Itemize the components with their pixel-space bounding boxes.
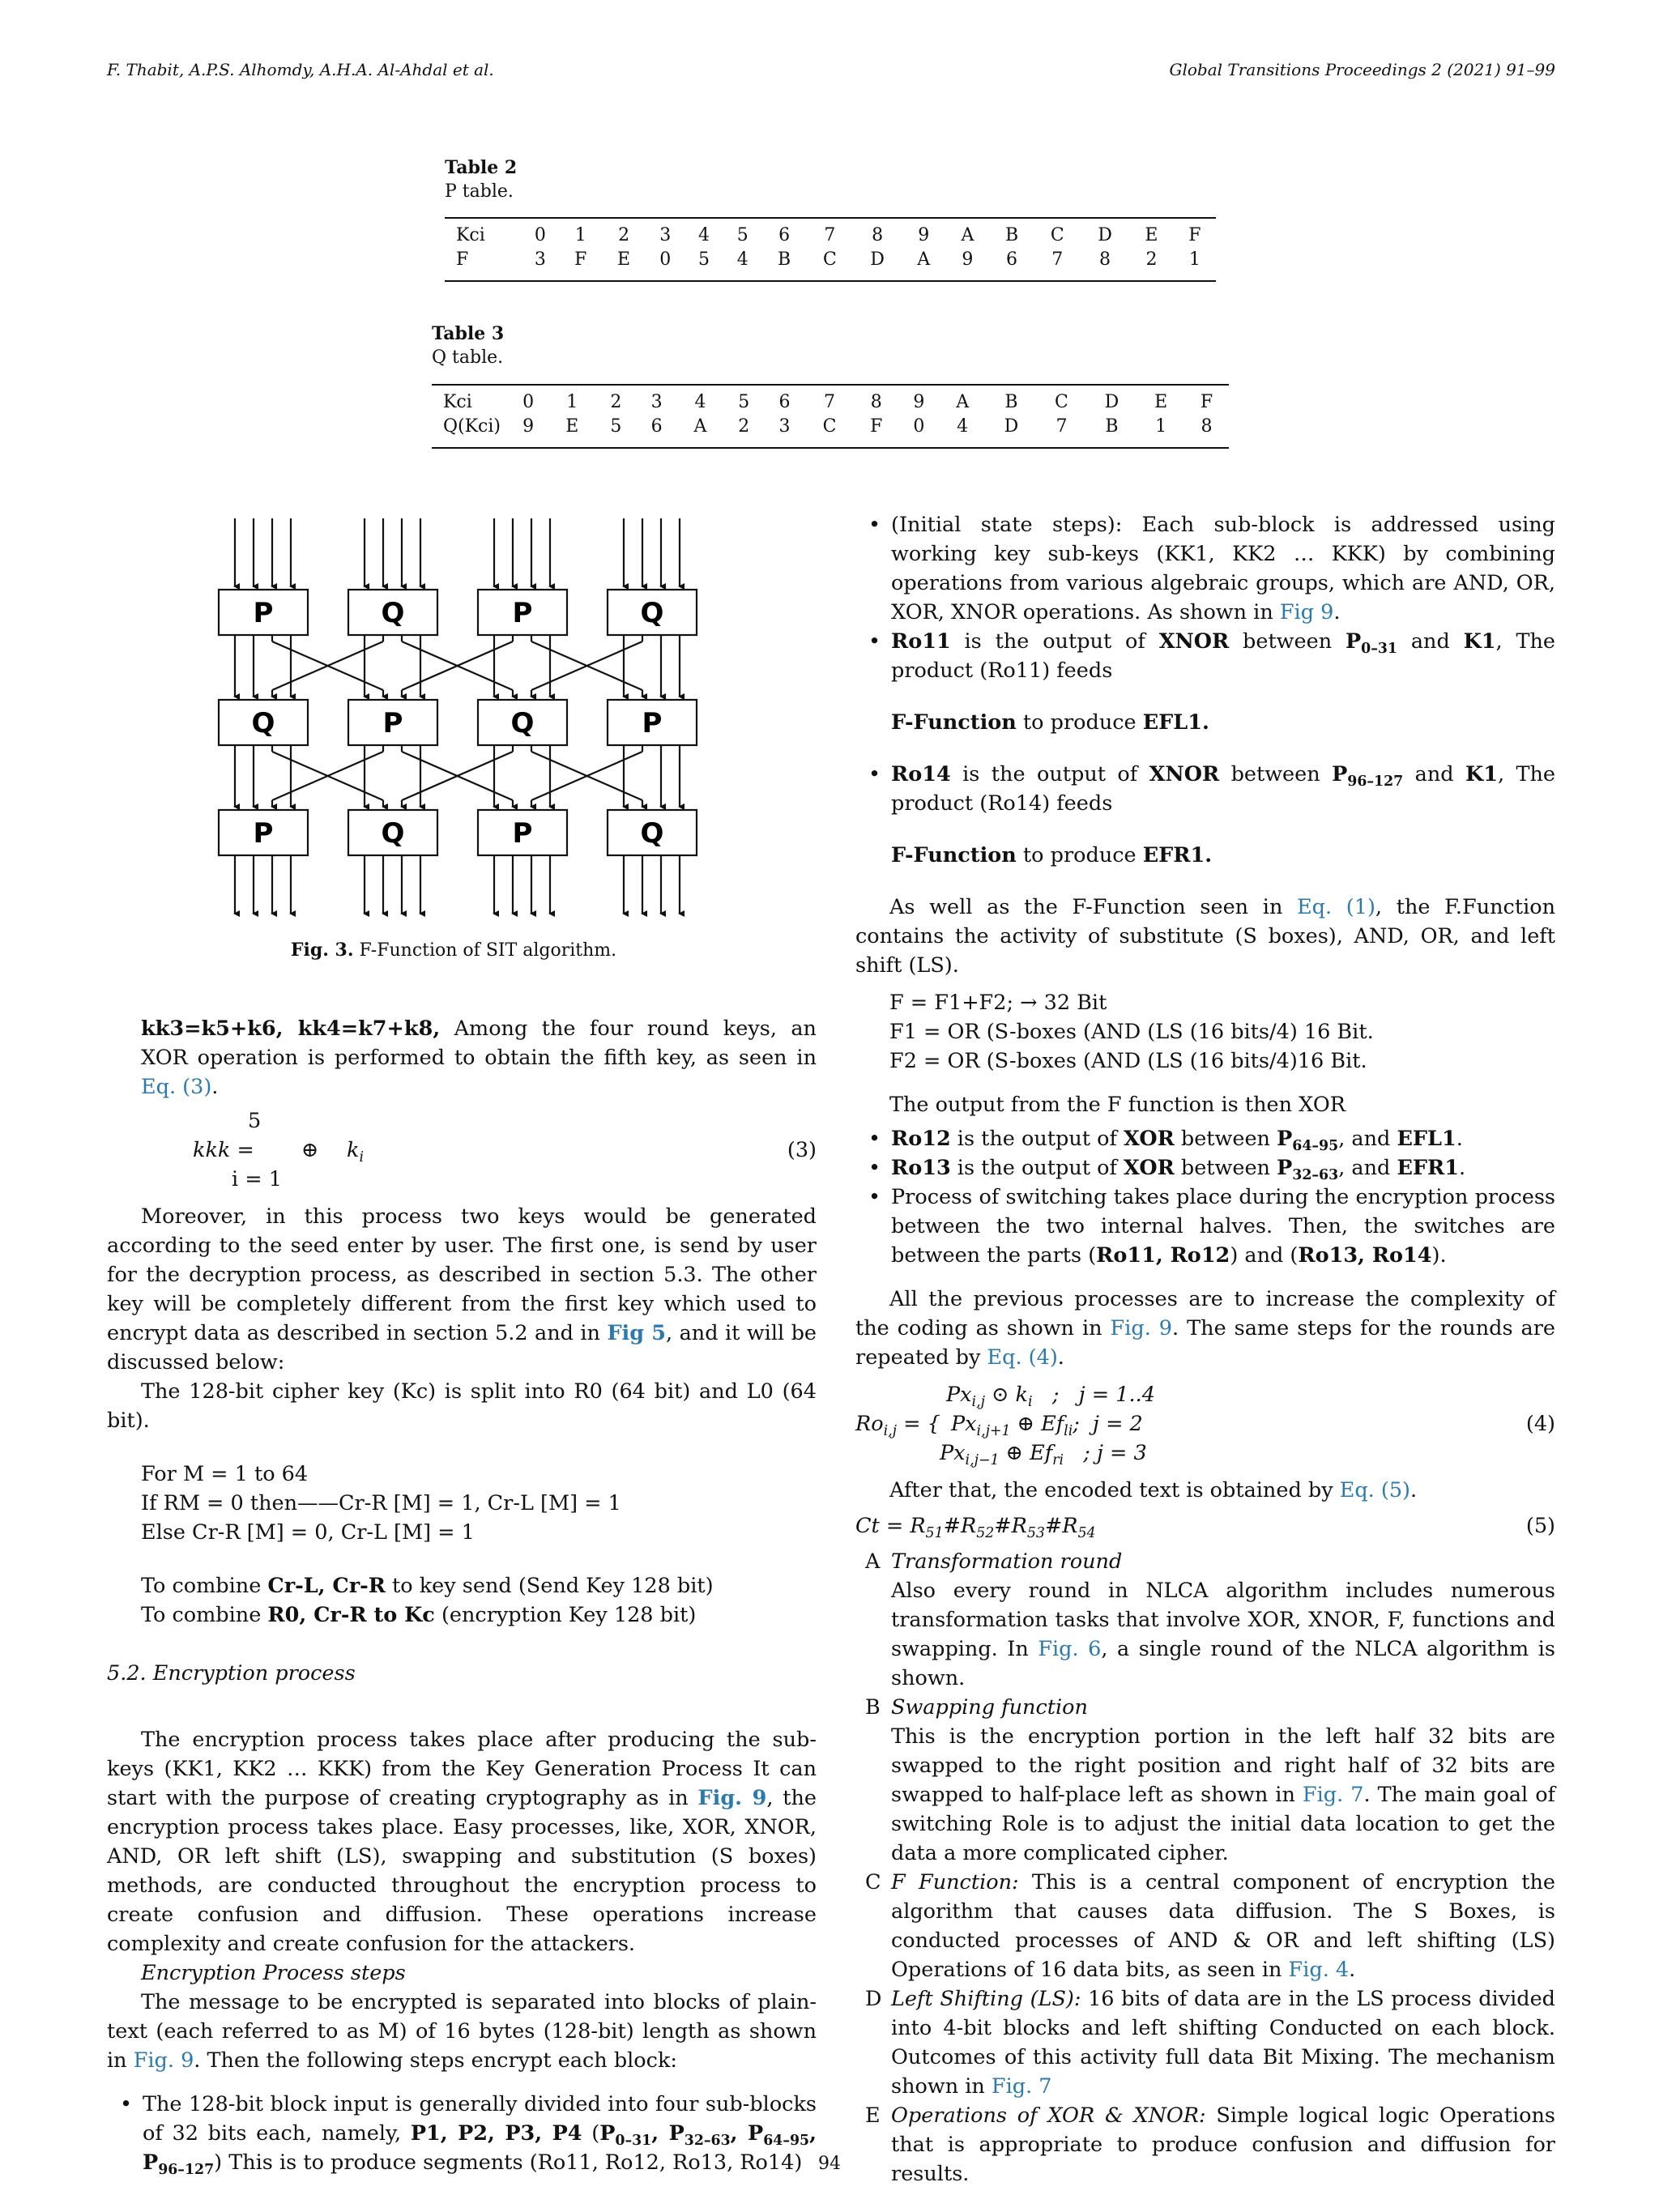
table2-caption — [445, 156, 517, 204]
table2-cell: 2 — [1145, 249, 1158, 270]
item-b-letter: B — [865, 1695, 881, 1720]
keys-paragraph-text: Moreover, in this process two keys would be generated according to the seed enter by user. The first one, is send by user for the decryption process, as described in section 5.3. The other key will be completely different from the first key which used to encrypt data as described in section 5.2 and in — [107, 1204, 817, 1345]
table3-row-kci — [432, 390, 1229, 415]
after-that-paragraph — [855, 1476, 1555, 1505]
ro14-h: , The product (Ro14) feeds — [891, 762, 1556, 816]
fig9-link-4[interactable]: Fig. 9 — [1110, 1316, 1173, 1340]
ffun2-a: F-Function — [891, 843, 1017, 867]
bullet-switching — [855, 1183, 1555, 1270]
f-definitions — [855, 988, 1555, 1076]
as-well-a: As well as the F-Function seen in — [889, 895, 1298, 919]
bullet-ro12: • Ro12 is the output of XOR between $P_{64-95}$, and EFL1. — [855, 1124, 1555, 1153]
ro11-a: Ro11 — [891, 629, 951, 654]
ro12-f: , and — [1338, 1127, 1397, 1151]
table3-cell: 4 — [957, 416, 969, 437]
ro11-d: between — [1229, 629, 1346, 654]
eq4-case-2: $Px_{i,j+1}$ ⊕ $Ef_{li}$; j = 2 — [951, 1412, 1143, 1440]
table3-cell: A — [956, 392, 970, 412]
equation-4 — [855, 1379, 1555, 1469]
bullet1-p3: , P — [730, 2121, 764, 2146]
item-a-text-a: Also every round in NLCA algorithm includes numerous transformation tasks that involve XOR, XNOR, F, functions and swapping. In — [891, 1579, 1555, 1661]
table2-cell: 6 — [1006, 249, 1018, 270]
table3-cell: 8 — [870, 392, 882, 412]
table3-cell: 2 — [738, 416, 750, 437]
table3-cell: 7 — [1056, 416, 1068, 437]
table2-cell: 6 — [778, 225, 791, 245]
bullet-initial-state: • (Initial state steps): Each sub-block is addressed using working key sub-keys (KK1, KK2 … KKK) by combining operations from various algebraic groups, which are AND, OR, XOR, XNOR operations. As shown in Fig 9. — [855, 510, 1555, 627]
table2-top-rule — [445, 217, 1216, 219]
table2-cell: 5 — [698, 249, 710, 270]
table2-cell: 9 — [918, 225, 930, 245]
table2-row-kci — [445, 224, 1216, 248]
figure3-caption-label: Fig. 3. — [290, 940, 354, 961]
right-column — [855, 510, 1555, 2189]
table2-cell: D — [1098, 225, 1112, 245]
ro14-c: XNOR — [1149, 762, 1220, 786]
switch-e: ). — [1431, 1243, 1447, 1268]
ro13-a: Ro13 — [891, 1156, 951, 1180]
fig7-link[interactable]: Fig. 7 — [1302, 1783, 1364, 1807]
table3-cell: 6 — [778, 392, 791, 412]
algo-line-1: For M = 1 to 64 — [141, 1462, 309, 1486]
keys-paragraph-end: , and it will be discussed below: — [107, 1321, 817, 1375]
ro11-g: K1 — [1463, 629, 1496, 654]
table3-cell: 7 — [824, 392, 836, 412]
fig6-link[interactable]: Fig. 6 — [1038, 1637, 1102, 1661]
combine1-a: To combine — [141, 1574, 268, 1598]
f-def-1: F = F1+F2; → 32 Bit — [889, 991, 1107, 1015]
table3-cell: Kci — [443, 392, 472, 412]
item-c-ffunction — [855, 1868, 1555, 1984]
eq4-case-1: $Px_{i,j}$ ⊙ $k_i$ ; j = 1..4 — [946, 1383, 1155, 1411]
fig9-link-2[interactable]: Fig. 9 — [133, 2048, 194, 2073]
table3-top-rule — [432, 384, 1229, 386]
eq4-number: (4) — [1525, 1412, 1555, 1436]
table2-cell: C — [822, 249, 837, 270]
table3-bottom-rule — [432, 447, 1229, 449]
eq3-lower-limit: i = 1 — [232, 1167, 282, 1191]
bullet-ro14 — [855, 760, 1555, 818]
table3-cell: 0 — [913, 416, 925, 437]
table3-cell: 8 — [1201, 416, 1213, 437]
ro11-b: is the output of — [950, 629, 1159, 654]
item-a-transformation — [855, 1547, 1555, 1693]
table2-cell: Kci — [456, 225, 485, 245]
ro14-f: and — [1403, 762, 1466, 786]
switch-d: Ro13, Ro14 — [1298, 1243, 1432, 1268]
function-box-label: P — [512, 597, 533, 629]
function-box-label: Q — [640, 817, 664, 850]
kk-bold: kk3=k5+k6, kk4=k7+k8, — [141, 1016, 441, 1041]
combine-line-2 — [141, 1600, 817, 1630]
ro14-a: Ro14 — [891, 762, 951, 786]
bullet1-b: P1, P2, P3, P4 — [410, 2121, 582, 2146]
table3-cell: 9 — [913, 392, 925, 412]
table2-cell: 8 — [872, 225, 884, 245]
algo-line-3: Else Cr-R [M] = 0, Cr-L [M] = 1 — [141, 1520, 475, 1545]
table2-cell: 0 — [534, 225, 546, 245]
all-prev-c: . — [1057, 1345, 1064, 1370]
table2-subtitle: P table. — [445, 181, 514, 202]
table2-cell: A — [917, 249, 931, 270]
eq5-link[interactable]: Eq. (5) — [1339, 1478, 1410, 1502]
item-d-text-a: 16 bits of data are in the LS process divided into 4-bit blocks and left shifting Conducted on each block. Outcomes of this activity full data Bit Mixing. The mechanism shown in — [891, 1987, 1556, 2099]
message-paragraph — [107, 1988, 817, 2075]
ro14-e: P — [1332, 762, 1348, 786]
eq3-lhs: kkk = — [193, 1138, 254, 1162]
table3-cell: E — [565, 416, 579, 437]
eq3-k: k — [347, 1138, 360, 1162]
figure-f-function-diagram — [194, 515, 713, 920]
ro12-g: EFL1 — [1397, 1127, 1456, 1151]
item-b-heading: Swapping function — [891, 1695, 1088, 1720]
kk-paragraph: kk3=k5+k6, kk4=k7+k8, Among the four round keys, an XOR operation is performed to obtain the fifth key, as seen in Eq. (3). — [141, 1016, 817, 1099]
function-box-label: P — [253, 597, 274, 629]
ro14-e-sub: 96–127 — [1347, 774, 1404, 791]
bullet1-p-sub4: 96–127 — [158, 2162, 215, 2179]
kk-text: Among the four round keys, an XOR operation is performed to obtain the fifth key, as seen in — [141, 1016, 817, 1070]
bullet1-p2: , P — [651, 2121, 684, 2146]
item-e-letter: E — [865, 2103, 881, 2128]
table3-cell: 4 — [694, 392, 706, 412]
ro13-e-sub: 32–63 — [1292, 1167, 1339, 1184]
table3-cell: C — [1055, 392, 1068, 412]
table2-cell: 1 — [1188, 249, 1201, 270]
all-previous-paragraph — [855, 1285, 1555, 1372]
all-prev-a: All the previous processes are to increase the complexity of the coding as shown in — [855, 1287, 1555, 1340]
table2-cell: 0 — [659, 249, 672, 270]
cipher-key-paragraph: The 128-bit cipher key (Kc) is split into R0 (64 bit) and L0 (64 bit). — [107, 1379, 817, 1433]
f-def-2: F1 = OR (S-boxes (AND (LS (16 bits/4) 16 Bit. — [889, 1020, 1374, 1044]
fig4-link[interactable]: Fig. 4 — [1288, 1958, 1350, 1982]
keys-paragraph — [107, 1202, 817, 1377]
as-well-b: , the F.Function contains the activity of substitute (S boxes), AND, OR, and left shift (LS). — [855, 895, 1555, 978]
ro12-c: XOR — [1124, 1127, 1175, 1151]
table2-bottom-rule — [445, 280, 1216, 282]
table3-cell: D — [1104, 392, 1120, 412]
after-b: . — [1410, 1478, 1418, 1502]
item-b-text-b: . The main goal of switching Role is to adjust the initial data location to get the data a more complicated cipher. — [891, 1783, 1555, 1865]
table2-cell: E — [1145, 225, 1158, 245]
ro13-d: between — [1174, 1156, 1277, 1180]
combine2-b: R0, Cr-R to Kc — [267, 1603, 435, 1627]
left-column — [107, 1014, 817, 2177]
table2-cell: B — [1004, 225, 1019, 245]
fig9-link-3[interactable]: Fig 9 — [1279, 600, 1334, 624]
function-box-label: Q — [381, 597, 405, 629]
bullet1-p: P — [599, 2121, 616, 2146]
function-box-label: P — [512, 817, 533, 850]
eq1-link[interactable]: Eq. (1) — [1297, 895, 1375, 919]
table3-cell: Q(Kci) — [443, 416, 501, 437]
message-text-a: The message to be encrypted is separated into blocks of plain-text (each referred to as M) of 16 bytes (128-bit) length as shown in — [107, 1990, 817, 2073]
switch-c: ) and ( — [1230, 1243, 1299, 1268]
table2-cell: 9 — [962, 249, 974, 270]
table2-cell: 2 — [618, 225, 630, 245]
fig9-link[interactable]: Fig. 9 — [697, 1786, 767, 1810]
eq3-number: (3) — [787, 1138, 817, 1162]
table2-cell: 1 — [574, 225, 586, 245]
ro13-f: , and — [1338, 1156, 1397, 1180]
ro11-h: , The product (Ro11) feeds — [891, 629, 1555, 683]
table2 — [445, 224, 1216, 272]
ro14-g: K1 — [1465, 762, 1498, 786]
item-d-left-shifting — [855, 1984, 1555, 2101]
table3-cell: 5 — [610, 416, 622, 437]
bullet1-p-sub1: 0–31 — [615, 2133, 652, 2150]
fig7-link-2[interactable]: Fig. 7 — [991, 2074, 1052, 2099]
table2-cell: F — [1188, 225, 1201, 245]
bullet1-a: The 128-bit block input is generally divided into four sub-blocks of 32 bits each, namely, — [143, 2092, 817, 2146]
ffun-efr1 — [855, 841, 1555, 870]
initial-state-text: (Initial state steps): Each sub-block is addressed using working key sub-keys (KK1, KK2 … KKK) by combining operations from various algebraic groups, which are AND, OR, XOR, XNOR operations. As shown in — [891, 513, 1555, 624]
table2-cell: F — [456, 249, 469, 270]
function-box-label: P — [253, 817, 274, 850]
ro14-d: between — [1219, 762, 1333, 786]
item-a-text-b: , a single round of the NLCA algorithm is shown. — [891, 1637, 1556, 1690]
table3-cell: 3 — [650, 392, 663, 412]
bullet1-p-sub2: 32–63 — [684, 2133, 731, 2150]
function-box-label: Q — [381, 817, 405, 850]
ro13-e: P — [1277, 1156, 1293, 1180]
item-c-text-a: This is a central component of encryption the algorithm that causes data diffusion. The S Boxes, is conducted processes of AND & OR and left shifting (LS) Operations of 16 data bits, as seen in — [891, 1870, 1555, 1982]
table2-cell: B — [778, 249, 791, 270]
table3-cell: 6 — [650, 416, 663, 437]
table3-cell: 5 — [738, 392, 750, 412]
eq4-link[interactable]: Eq. (4) — [987, 1345, 1058, 1370]
bullet1-h: ) This is to produce segments (Ro11, Ro12, Ro13, Ro14) — [214, 2150, 803, 2175]
ffun2-c: EFR1. — [1142, 843, 1213, 867]
figure3-caption — [194, 936, 713, 965]
function-box-label: Q — [510, 707, 535, 739]
item-a-letter: A — [865, 1549, 881, 1574]
table2-cell: 7 — [1051, 249, 1064, 270]
encryption-text-b: , the encryption process takes place. Easy processes, like, XOR, XNOR, AND, OR left shift (LS), swapping and substitution (S boxes) methods, are conducted throughout the encryption process to create confusion and diffusion. These operations increase complexity and create confusion for the attackers. — [107, 1786, 817, 1956]
combine1-b: Cr-L, Cr-R — [267, 1574, 386, 1598]
eq3-link[interactable]: Eq. (3) — [141, 1075, 212, 1099]
ro13-c: XOR — [1124, 1156, 1175, 1180]
eq4-case-3: $Px_{i,j-1}$ ⊕ $Ef_{ri}$ ; j = 3 — [940, 1441, 1147, 1469]
table3-cell: D — [1004, 416, 1019, 437]
table3-title: Table 3 — [432, 323, 505, 344]
equation-3 — [107, 1106, 817, 1196]
as-well-paragraph — [855, 893, 1555, 980]
table2-cell: A — [961, 225, 975, 245]
item-d-letter: D — [865, 1987, 882, 2011]
table3-cell: B — [1004, 392, 1018, 412]
table3-row-q — [432, 415, 1229, 439]
table2-cell: 3 — [659, 225, 672, 245]
eq3-operator: ⊕ — [301, 1138, 319, 1162]
eq3-upper-limit: 5 — [248, 1109, 262, 1133]
f-def-3: F2 = OR (S-boxes (AND (LS (16 bits/4)16 Bit. — [889, 1049, 1367, 1073]
item-e-heading: Operations of XOR & XNOR: — [891, 2103, 1206, 2128]
table2-cell: 5 — [736, 225, 748, 245]
ro12-b: is the output of — [950, 1127, 1124, 1151]
figure3-caption-text: F-Function of SIT algorithm. — [359, 940, 617, 961]
switch-a: Process of switching takes place during the encryption process between the two internal halves. Then, the switches are between the parts ( — [891, 1185, 1555, 1268]
running-header-journal: Global Transitions Proceedings 2 (2021) 91–99 — [1169, 60, 1555, 79]
table3-cell: C — [822, 416, 837, 437]
function-box-label: P — [382, 707, 403, 739]
eq4-lhs: $Ro_{i,j}$ = { — [855, 1412, 940, 1440]
table2-cell: 8 — [1099, 249, 1111, 270]
key-algorithm — [107, 1460, 817, 1547]
item-a-heading: Transformation round — [891, 1549, 1123, 1574]
section-heading-5-2: 5.2. Encryption process — [107, 1661, 356, 1686]
combine2-c: (encryption Key 128 bit) — [434, 1603, 697, 1627]
switch-b: Ro11, Ro12 — [1096, 1243, 1230, 1268]
table3-cell: F — [870, 416, 883, 437]
bullet1-c: ( — [582, 2121, 600, 2146]
table3-cell: A — [693, 416, 707, 437]
table2-cell: F — [574, 249, 587, 270]
bullet1-p4: , P — [143, 2121, 817, 2175]
item-c-heading: F Function: — [891, 1870, 1019, 1894]
function-box-label: P — [642, 707, 663, 739]
item-c-text-b: . — [1349, 1958, 1356, 1982]
table3-cell: 2 — [610, 392, 622, 412]
ro11-c: XNOR — [1158, 629, 1230, 654]
table3-caption — [432, 322, 504, 370]
item-d-heading: Left Shifting (LS): — [891, 1987, 1081, 2011]
eq5-number: (5) — [1525, 1514, 1555, 1538]
table2-row-f — [445, 248, 1216, 272]
function-box-label: Q — [251, 707, 275, 739]
table3-subtitle: Q table. — [432, 347, 504, 368]
item-e-text: Simple logical logic Operations that is appropriate to produce confusion and diffusion for results. — [891, 2103, 1555, 2186]
xor-line: The output from the F function is then XOR — [889, 1093, 1346, 1117]
item-b-text-a: This is the encryption portion in the left half 32 bits are swapped to the right position and right half of 32 bits are swapped to half-place left as shown in — [891, 1724, 1555, 1807]
ro13-b: is the output of — [950, 1156, 1124, 1180]
bullet1-p-sub3: 64–95 — [763, 2133, 810, 2150]
table2-cell: D — [870, 249, 885, 270]
table3-cell: B — [1105, 416, 1119, 437]
bullet-ro13: • Ro13 is the output of XOR between $P_{32-63}$, and EFR1. — [855, 1153, 1555, 1183]
ffun1-a: F-Function — [891, 710, 1017, 735]
encryption-paragraph — [107, 1725, 817, 1958]
ro12-d: between — [1174, 1127, 1277, 1151]
steps-heading: Encryption Process steps — [141, 1961, 406, 1985]
table2-cell: C — [1050, 225, 1064, 245]
fig5-link[interactable]: Fig 5 — [607, 1321, 667, 1345]
after-a: After that, the encoded text is obtained by — [889, 1478, 1340, 1502]
ro11-f: and — [1397, 629, 1464, 654]
all-prev-b: . The same steps for the rounds are repeated by — [855, 1316, 1555, 1370]
table3-cell: 1 — [566, 392, 578, 412]
ffun1-c: EFL1. — [1142, 710, 1209, 735]
combine-lines — [107, 1571, 817, 1630]
item-c-letter: C — [865, 1870, 881, 1894]
table2-cell: 3 — [534, 249, 546, 270]
table2-cell: 4 — [736, 249, 748, 270]
ro14-b: is the output of — [950, 762, 1149, 786]
ffun1-b: to produce — [1016, 710, 1143, 735]
table2-cell: 4 — [698, 225, 710, 245]
encryption-text-a: The encryption process takes place after producing the sub-keys (KK1, KK2 … KKK) from the Key Generation Process It can start with the purpose of creating cryptography as in — [107, 1728, 817, 1810]
running-header-authors: F. Thabit, A.P.S. Alhomdy, A.H.A. Al-Ahdal et al. — [107, 60, 494, 79]
equation-5 — [855, 1511, 1555, 1541]
ro11-e: P — [1345, 629, 1362, 654]
table2-cell: E — [617, 249, 631, 270]
combine1-c: to key send (Send Key 128 bit) — [385, 1574, 714, 1598]
ro13-g: EFR1 — [1397, 1156, 1459, 1180]
message-text-b: . Then the following steps encrypt each block: — [194, 2048, 677, 2073]
ro12-e: P — [1277, 1127, 1293, 1151]
combine-line-1 — [141, 1571, 817, 1600]
table3 — [432, 390, 1229, 439]
eq5-body: $Ct = R_{51}\#R_{52}\#R_{53}\#R_{54}$ — [855, 1514, 1096, 1542]
page-number: 94 — [818, 2154, 841, 2174]
table3-cell: F — [1200, 392, 1213, 412]
table3-cell: 0 — [522, 392, 535, 412]
bullet-ro11 — [855, 627, 1555, 685]
algo-line-2: If RM = 0 then——Cr-R [M] = 1, Cr-L [M] = 1 — [141, 1491, 621, 1515]
table3-cell: 1 — [1155, 416, 1167, 437]
item-b-swapping — [855, 1693, 1555, 1868]
ro12-e-sub: 64–95 — [1292, 1138, 1339, 1155]
table3-cell: 3 — [778, 416, 791, 437]
table3-cell: E — [1154, 392, 1168, 412]
ffun2-b: to produce — [1016, 843, 1143, 867]
ffun-efl1 — [855, 708, 1555, 737]
function-box-label: Q — [640, 597, 664, 629]
table3-cell: 9 — [522, 416, 535, 437]
ro11-e-sub: 0–31 — [1361, 641, 1397, 658]
table2-cell: 7 — [824, 225, 836, 245]
combine2-a: To combine — [141, 1603, 268, 1627]
eq3-k-sub: i — [359, 1149, 364, 1166]
ro12-a: Ro12 — [891, 1127, 951, 1151]
table2-title: Table 2 — [445, 157, 518, 178]
